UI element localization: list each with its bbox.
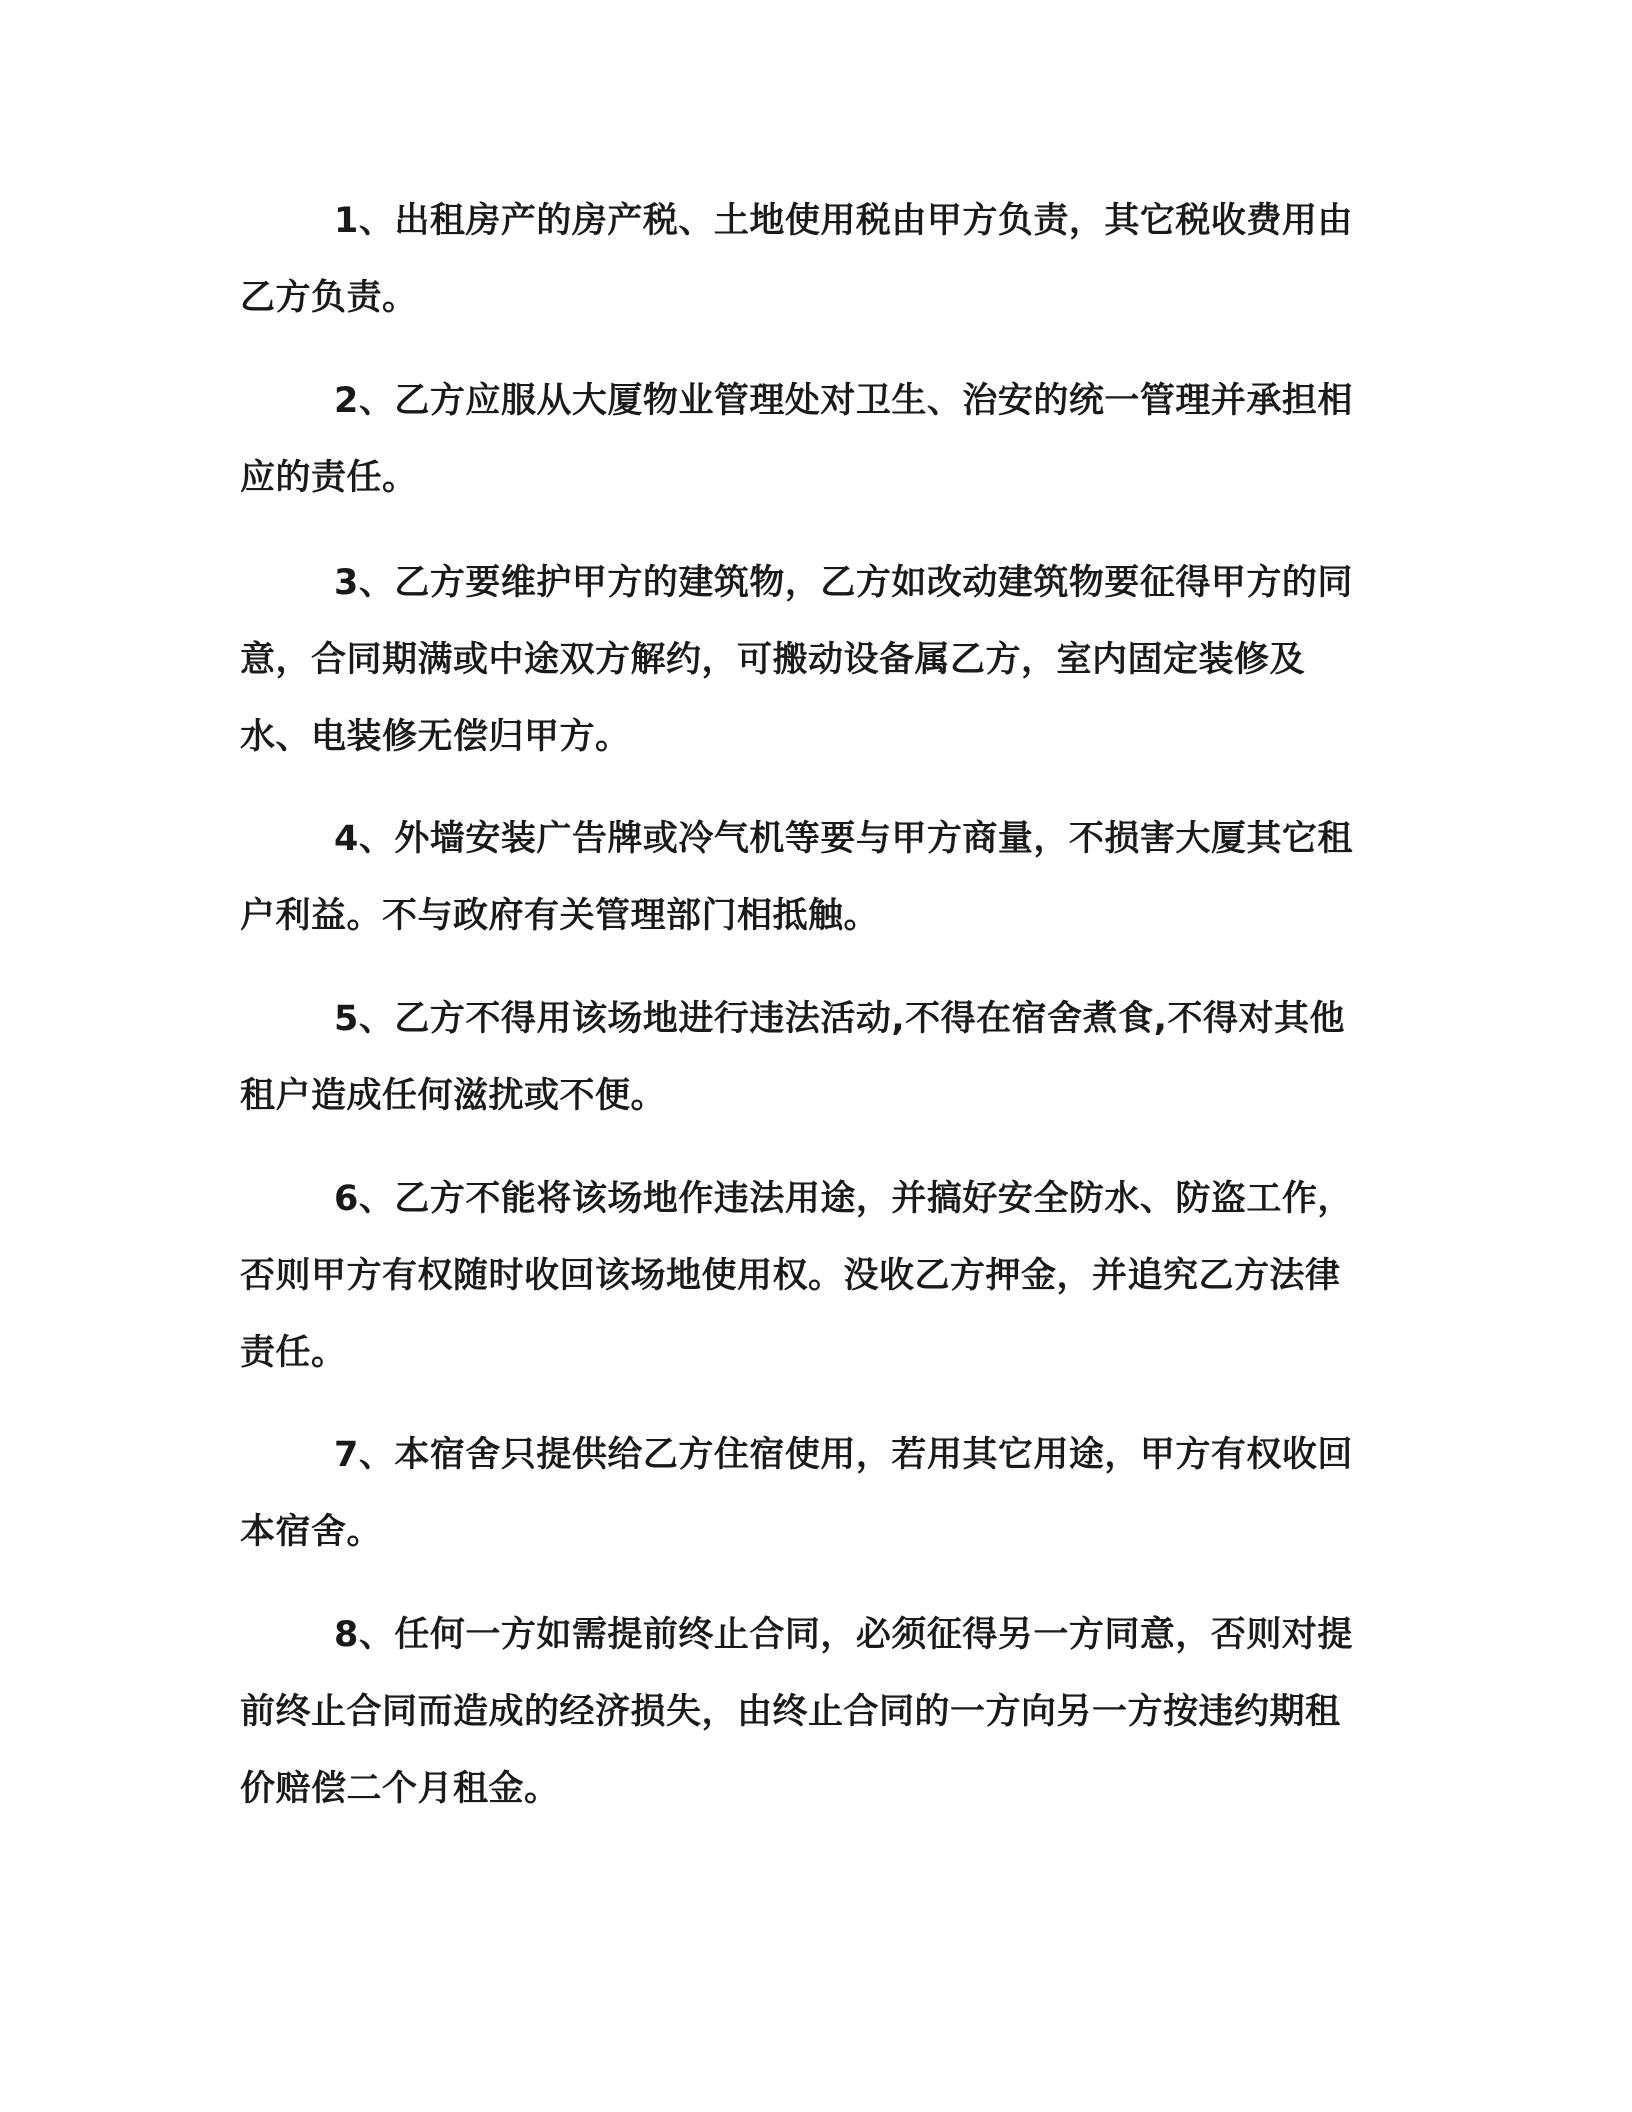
clause-8: 8、任何一方如需提前终止合同，必须征得另一方同意，否则对提前终止合同而造成的经济损失，由终止合同的一方向另一方按违约期租价赔偿二个月租金。 xyxy=(240,1615,1353,1809)
clause-6: 6、乙方不能将该场地作违法用途，并搞好安全防水、防盗工作，否则甲方有权随时收回该场地使用权。没收乙方押金，并追究乙方法律责任。 xyxy=(240,1179,1353,1373)
clause-1: 1、出租房产的房产税、土地使用税由甲方负责，其它税收费用由乙方负责。 xyxy=(240,201,1353,318)
clause-5: 5、乙方不得用该场地进行违法活动,不得在宿舍煮食,不得对其他租户造成任何滋扰或不便。 xyxy=(240,999,1345,1116)
clause-3: 3、乙方要维护甲方的建筑物，乙方如改动建筑物要征得甲方的同意，合同期满或中途双方解约，可搬动设备属乙方，室内固定装修及水、电装修无偿归甲方。 xyxy=(240,563,1353,757)
clause-7: 7、本宿舍只提供给乙方住宿使用，若用其它用途，甲方有权收回本宿舍。 xyxy=(240,1435,1353,1552)
clause-4: 4、外墙安装广告牌或冷气机等要与甲方商量，不损害大厦其它租户利益。不与政府有关管理部门相抵触。 xyxy=(240,819,1353,936)
clause-2: 2、乙方应服从大厦物业管理处对卫生、治安的统一管理并承担相应的责任。 xyxy=(240,381,1353,498)
